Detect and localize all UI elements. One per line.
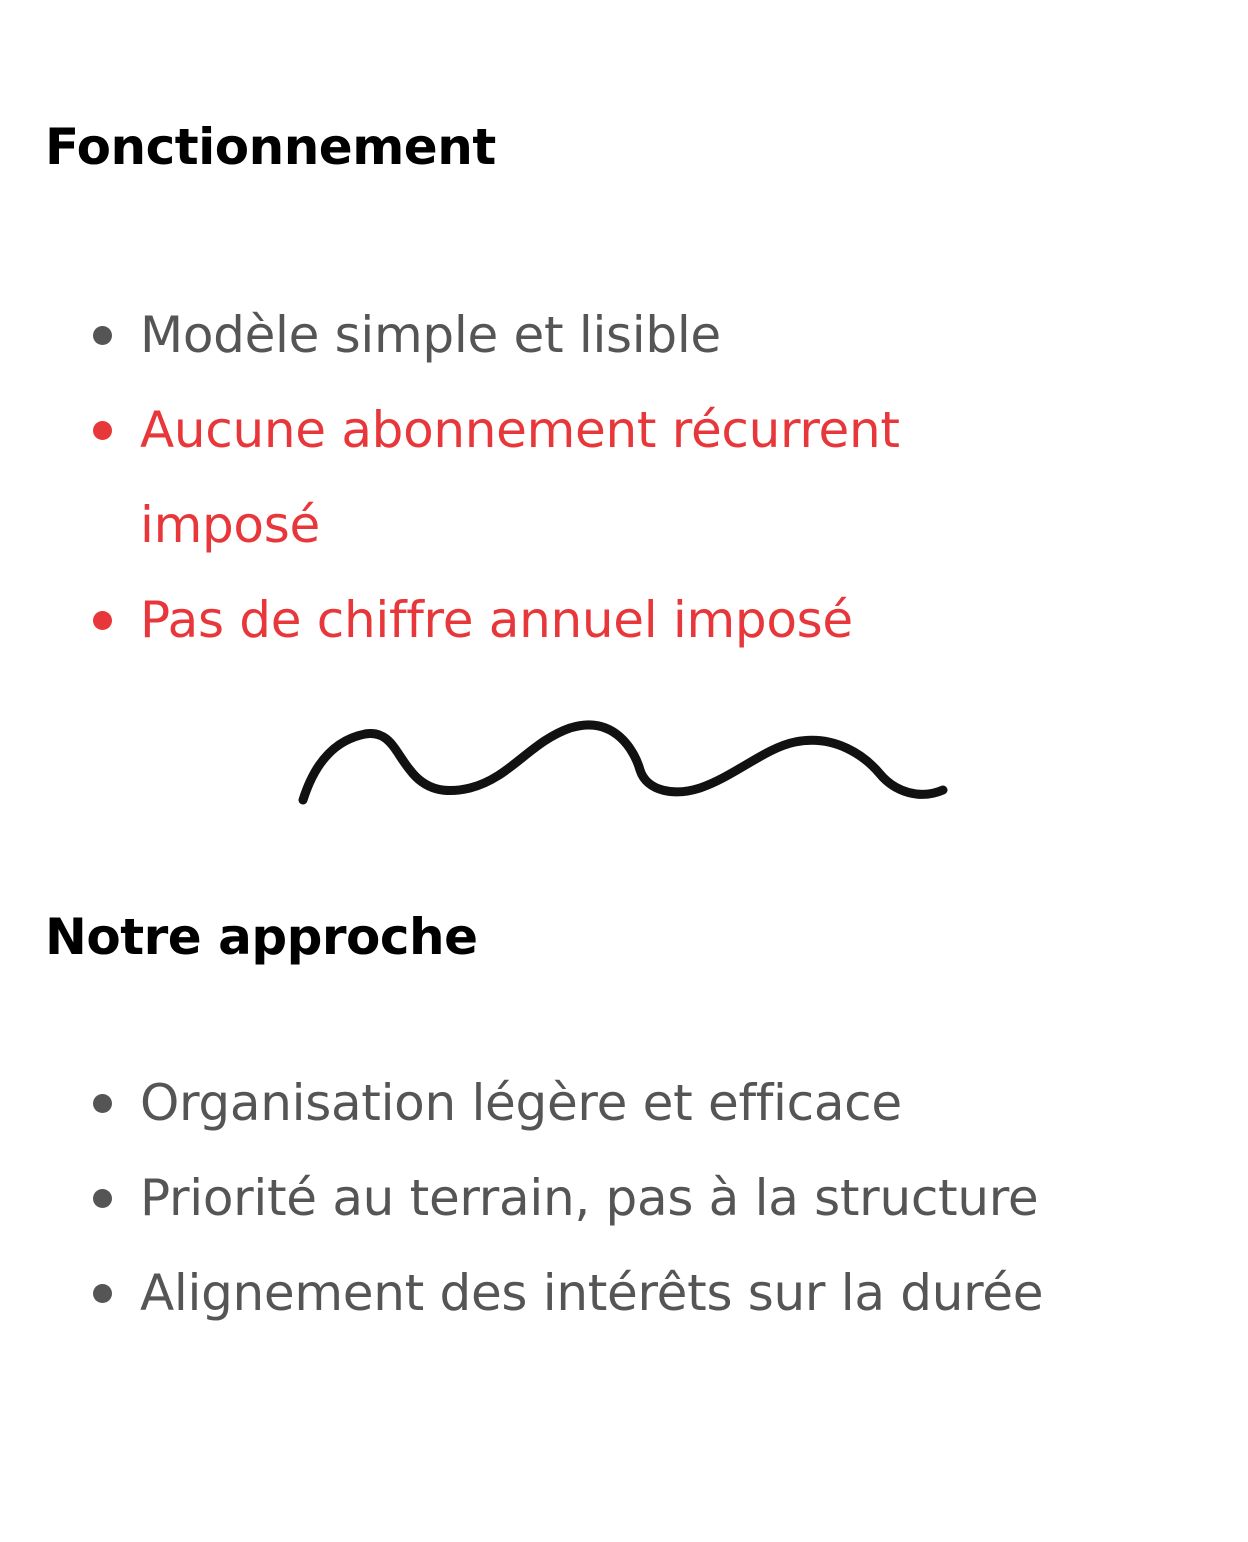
bullet-icon: [93, 1284, 112, 1303]
bullet-icon: [93, 1189, 112, 1208]
list-item-text: Pas de chiffre annuel imposé: [140, 591, 853, 649]
list-item-highlight: [0, 383, 1040, 573]
bullet-icon: [93, 611, 112, 630]
bullet-icon: [93, 421, 112, 440]
list-item: [0, 1056, 1200, 1151]
notre-approche-list: [0, 1056, 1200, 1341]
list-item: [0, 1151, 1200, 1246]
wave-divider-icon: [295, 712, 955, 812]
section-title-notre-approche: Notre approche: [45, 908, 478, 966]
list-item: [0, 288, 1200, 383]
list-item-text: Priorité au terrain, pas à la structure: [140, 1169, 1039, 1227]
list-item-text: Organisation légère et efficace: [140, 1074, 902, 1132]
list-item-text: Aucune abonnement récurrent imposé: [140, 401, 900, 554]
list-item-text: Modèle simple et lisible: [140, 306, 721, 364]
list-item-text: Alignement des intérêts sur la durée: [140, 1264, 1044, 1322]
list-item: [0, 1246, 1200, 1341]
list-item-highlight: [0, 573, 1200, 668]
bullet-icon: [93, 1094, 112, 1113]
section-title-fonctionnement: Fonctionnement: [45, 118, 496, 176]
bullet-icon: [93, 326, 112, 345]
fonctionnement-list: [0, 288, 1200, 668]
